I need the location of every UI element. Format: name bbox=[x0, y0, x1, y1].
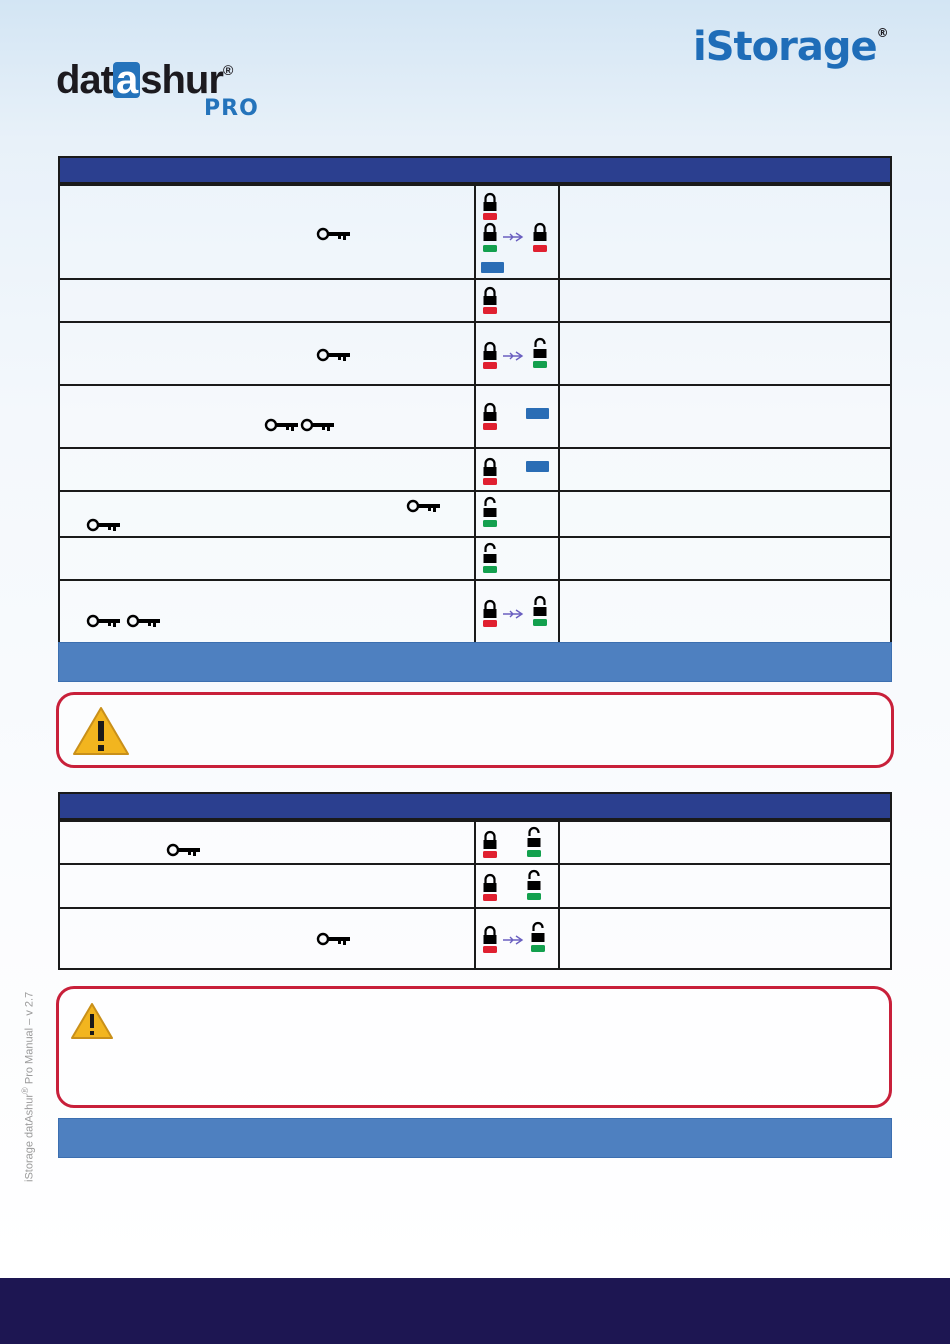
table-row bbox=[60, 278, 890, 321]
key-icon bbox=[86, 517, 122, 533]
padlock-closed-icon bbox=[532, 222, 548, 254]
key-icon bbox=[86, 613, 122, 629]
datashur-pro-logo bbox=[56, 58, 296, 128]
padlock-open-icon bbox=[482, 542, 498, 574]
table-row bbox=[60, 384, 890, 447]
transition-arrow-icon bbox=[502, 609, 526, 619]
table-row bbox=[60, 863, 890, 907]
led-cell bbox=[474, 865, 560, 907]
transition-arrow-icon bbox=[502, 935, 526, 945]
led-cell bbox=[474, 323, 560, 384]
led-state-table-2 bbox=[58, 792, 892, 970]
warning-callout bbox=[56, 986, 892, 1108]
key-icon bbox=[126, 613, 162, 629]
pro-edition-label: PRO bbox=[204, 96, 259, 121]
table-row bbox=[60, 820, 890, 863]
warning-triangle-icon bbox=[71, 705, 131, 757]
warning-callout bbox=[56, 692, 894, 768]
sidebar-text-prefix: iStorage datAshur bbox=[23, 1093, 36, 1182]
led-cell bbox=[474, 822, 560, 863]
padlock-closed-icon bbox=[482, 402, 498, 430]
table-row bbox=[60, 321, 890, 384]
istorage-logo: iStorage® bbox=[693, 24, 888, 70]
led-cell bbox=[474, 492, 560, 536]
padlock-closed-icon bbox=[482, 830, 498, 858]
key-icon bbox=[316, 931, 352, 947]
table-row bbox=[60, 447, 890, 490]
key-icon bbox=[316, 347, 352, 363]
led-cell bbox=[474, 581, 560, 642]
table-1-header-bar bbox=[60, 158, 890, 184]
key-icon bbox=[264, 417, 300, 433]
padlock-closed-icon bbox=[482, 222, 498, 254]
padlock-a-glyph: a bbox=[113, 62, 140, 98]
key-icon bbox=[166, 842, 202, 858]
padlock-open-icon bbox=[532, 337, 548, 369]
led-cell bbox=[474, 280, 560, 321]
padlock-closed-icon bbox=[482, 873, 498, 901]
padlock-open-icon bbox=[530, 921, 546, 953]
sidebar-text-suffix: Pro Manual – v 2.7 bbox=[23, 991, 36, 1088]
led-cell bbox=[474, 386, 560, 447]
padlock-open-icon bbox=[526, 869, 542, 901]
padlock-closed-icon bbox=[482, 341, 498, 369]
table-row bbox=[60, 907, 890, 968]
section-heading-band bbox=[58, 1118, 892, 1158]
transition-arrow-icon bbox=[502, 351, 526, 361]
padlock-closed-icon bbox=[482, 599, 498, 627]
datashur-registered-mark: ® bbox=[222, 62, 233, 78]
istorage-registered-mark: ® bbox=[876, 26, 888, 40]
key-icon bbox=[406, 498, 442, 514]
padlock-closed-icon bbox=[532, 595, 548, 627]
blue-led-icon bbox=[526, 408, 550, 420]
transition-arrow-icon bbox=[502, 232, 526, 242]
table-2-header-bar bbox=[60, 794, 890, 820]
led-cell bbox=[474, 909, 560, 968]
sidebar-registered-mark: ® bbox=[20, 1087, 30, 1094]
key-icon bbox=[316, 226, 352, 242]
padlock-closed-icon bbox=[482, 192, 498, 220]
key-icon bbox=[300, 417, 336, 433]
padlock-open-icon bbox=[482, 496, 498, 528]
led-state-table-1 bbox=[58, 156, 892, 644]
padlock-closed-icon bbox=[482, 925, 498, 953]
led-cell bbox=[474, 538, 560, 579]
manual-version-sidebar bbox=[20, 992, 36, 1182]
padlock-closed-icon bbox=[482, 286, 498, 314]
padlock-open-icon bbox=[526, 826, 542, 858]
section-heading-band bbox=[58, 642, 892, 682]
led-cell bbox=[474, 186, 560, 278]
footer-bar bbox=[0, 1278, 950, 1344]
table-row bbox=[60, 184, 890, 278]
table-row bbox=[60, 536, 890, 579]
table-row bbox=[60, 579, 890, 642]
blue-led-icon bbox=[481, 262, 505, 274]
padlock-closed-icon bbox=[482, 457, 498, 485]
warning-triangle-icon bbox=[69, 1001, 115, 1041]
blue-led-icon bbox=[526, 461, 550, 473]
datashur-wordmark: datashur® bbox=[56, 58, 233, 102]
led-cell bbox=[474, 449, 560, 490]
table-row bbox=[60, 490, 890, 536]
